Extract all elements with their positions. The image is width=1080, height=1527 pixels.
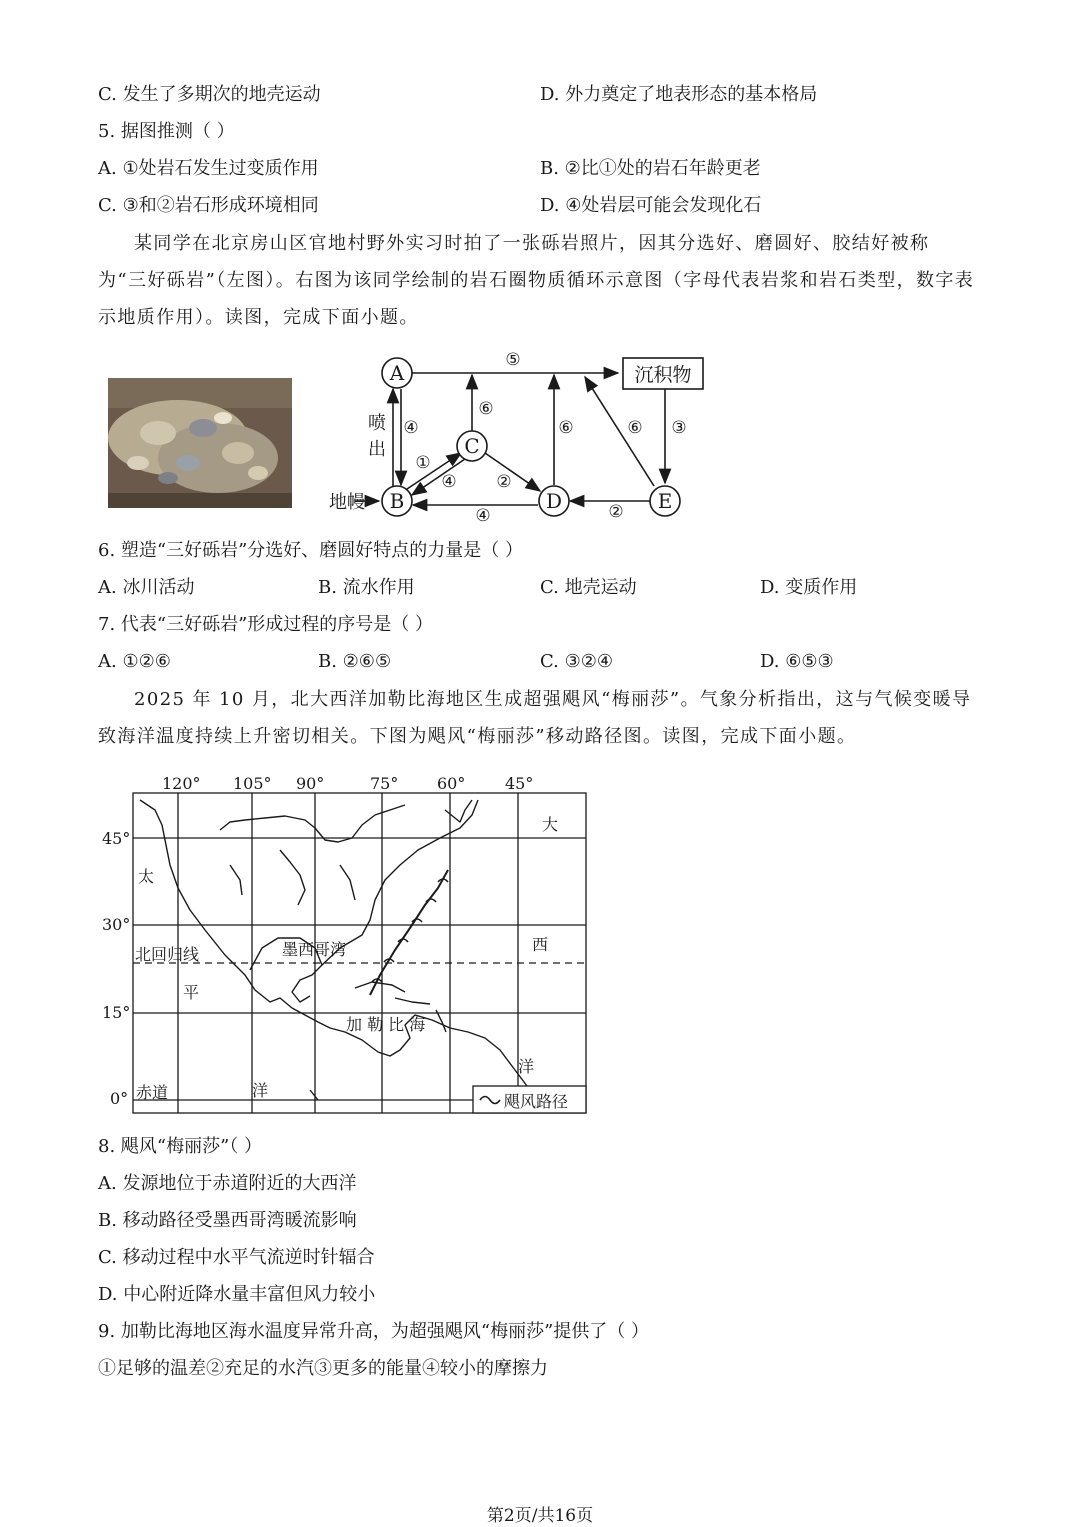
- node-c: C: [464, 434, 480, 458]
- q5-option-a: A. ①处岩石发生过变质作用: [98, 158, 319, 179]
- label-6-c: ⑥: [478, 399, 494, 419]
- hurricane-path-map: [100, 770, 592, 1118]
- q6-option-c: C. 地壳运动: [540, 577, 637, 598]
- q5-option-b: B. ②比①处的岩石年龄更老: [540, 158, 761, 179]
- equator-label: 赤道: [136, 1083, 169, 1102]
- q8-option-a: A. 发源地位于赤道附近的大西洋: [98, 1173, 357, 1194]
- label-4-db: ④: [475, 506, 491, 526]
- q4-option-d: D. 外力奠定了地表形态的基本格局: [540, 84, 818, 105]
- lon-105: 105°: [233, 774, 272, 793]
- q6-option-d: D. 变质作用: [760, 577, 858, 598]
- passage-hurricane: 2025 年 10 月，北大西洋加勒比海地区生成超强飓风“梅丽莎”。气象分析指出，这与气候变暖导致海洋温度持续上升密切相关。下图为飓风“梅丽莎”移动路径图。读图，完成下面小题。: [98, 689, 972, 747]
- label-2-cd: ②: [496, 472, 512, 492]
- lon-120: 120°: [162, 774, 201, 793]
- q7-stem: 7. 代表“三好砾岩”形成过程的序号是（ ）: [98, 614, 434, 635]
- tropic-label: 北回归线: [135, 945, 200, 964]
- q8-option-c: C. 移动过程中水平气流逆时针辐合: [98, 1247, 375, 1268]
- label-4-left: ④: [403, 418, 419, 438]
- passage-conglomerate: 某同学在北京房山区官地村野外实习时拍了一张砾岩照片，因其分选好、磨圆好、胶结好被称为“三好砾岩”（左图）。右图为该同学绘制的岩石圈物质循环示意图（字母代表岩浆和岩石类型，数字表示地质作用）。读图，完成下面小题。: [98, 233, 975, 328]
- q5-option-d: D. ④处岩层可能会发现化石: [540, 195, 762, 216]
- q7-option-d: D. ⑥⑤③: [760, 651, 834, 672]
- lat-45: 45°: [102, 829, 131, 848]
- q6-stem: 6. 塑造“三好砾岩”分选好、磨圆好特点的力量是（ ）: [98, 540, 524, 561]
- node-a: A: [389, 361, 405, 385]
- eruption-label-1: 喷: [368, 413, 386, 434]
- eruption-label-2: 出: [368, 439, 386, 460]
- q5-stem: 5. 据图推测（ ）: [98, 121, 235, 142]
- q9-stem: 9. 加勒比海地区海水温度异常升高，为超强飓风“梅丽莎”提供了（ ）: [98, 1321, 650, 1342]
- q8-option-d: D. 中心附近降水量丰富但风力较小: [98, 1284, 376, 1305]
- q8-stem: 8. 飓风“梅丽莎”（ ）: [98, 1136, 263, 1157]
- q5-option-c: C. ③和②岩石形成环境相同: [98, 195, 319, 216]
- q4-option-c: C. 发生了多期次的地壳运动: [98, 84, 321, 105]
- atlantic-char-1: 大: [542, 815, 559, 834]
- gulf-label: 墨西哥湾: [282, 940, 347, 959]
- sediment-label: 沉积物: [634, 364, 692, 386]
- lat-15: 15°: [102, 1003, 131, 1022]
- q9-items: ①足够的温差②充足的水汽③更多的能量④较小的摩擦力: [98, 1358, 548, 1379]
- mantle-label: 地幔: [329, 492, 365, 513]
- lat-30: 30°: [102, 915, 131, 934]
- q7-option-c: C. ③②④: [540, 651, 613, 672]
- atlantic-char-2: 西: [532, 935, 549, 954]
- q7-option-b: B. ②⑥⑤: [318, 651, 392, 672]
- caribbean-label: 加 勒 比 海: [346, 1015, 426, 1034]
- legend-label: 飓风路径: [504, 1092, 569, 1111]
- pacific-char-2: 平: [183, 983, 200, 1002]
- q7-option-a: A. ①②⑥: [98, 651, 171, 672]
- pacific-char-3: 洋: [252, 1081, 269, 1100]
- label-2-ed: ②: [608, 502, 624, 522]
- node-b: B: [389, 489, 405, 513]
- q8-option-b: B. 移动路径受墨西哥湾暖流影响: [98, 1210, 357, 1231]
- label-1: ①: [415, 453, 431, 473]
- atlantic-char-3: 洋: [518, 1057, 535, 1076]
- node-d: D: [545, 489, 563, 513]
- label-5: ⑤: [505, 350, 521, 370]
- q6-option-b: B. 流水作用: [318, 577, 415, 598]
- page-footer: 第2页/共16页: [486, 1506, 594, 1526]
- lat-0: 0°: [110, 1089, 129, 1108]
- conglomerate-photo: [108, 378, 292, 508]
- pacific-char-1: 太: [138, 867, 155, 886]
- label-4-bc: ④: [441, 472, 457, 492]
- lon-75: 75°: [370, 774, 399, 793]
- label-6-d: ⑥: [558, 418, 574, 438]
- lon-45: 45°: [505, 774, 534, 793]
- node-e: E: [657, 489, 673, 513]
- q6-option-a: A. 冰川活动: [98, 577, 195, 598]
- lon-90: 90°: [296, 774, 325, 793]
- lon-60: 60°: [437, 774, 466, 793]
- label-3: ③: [671, 418, 687, 438]
- rock-cycle-diagram: [325, 345, 715, 530]
- label-6-e: ⑥: [627, 418, 643, 438]
